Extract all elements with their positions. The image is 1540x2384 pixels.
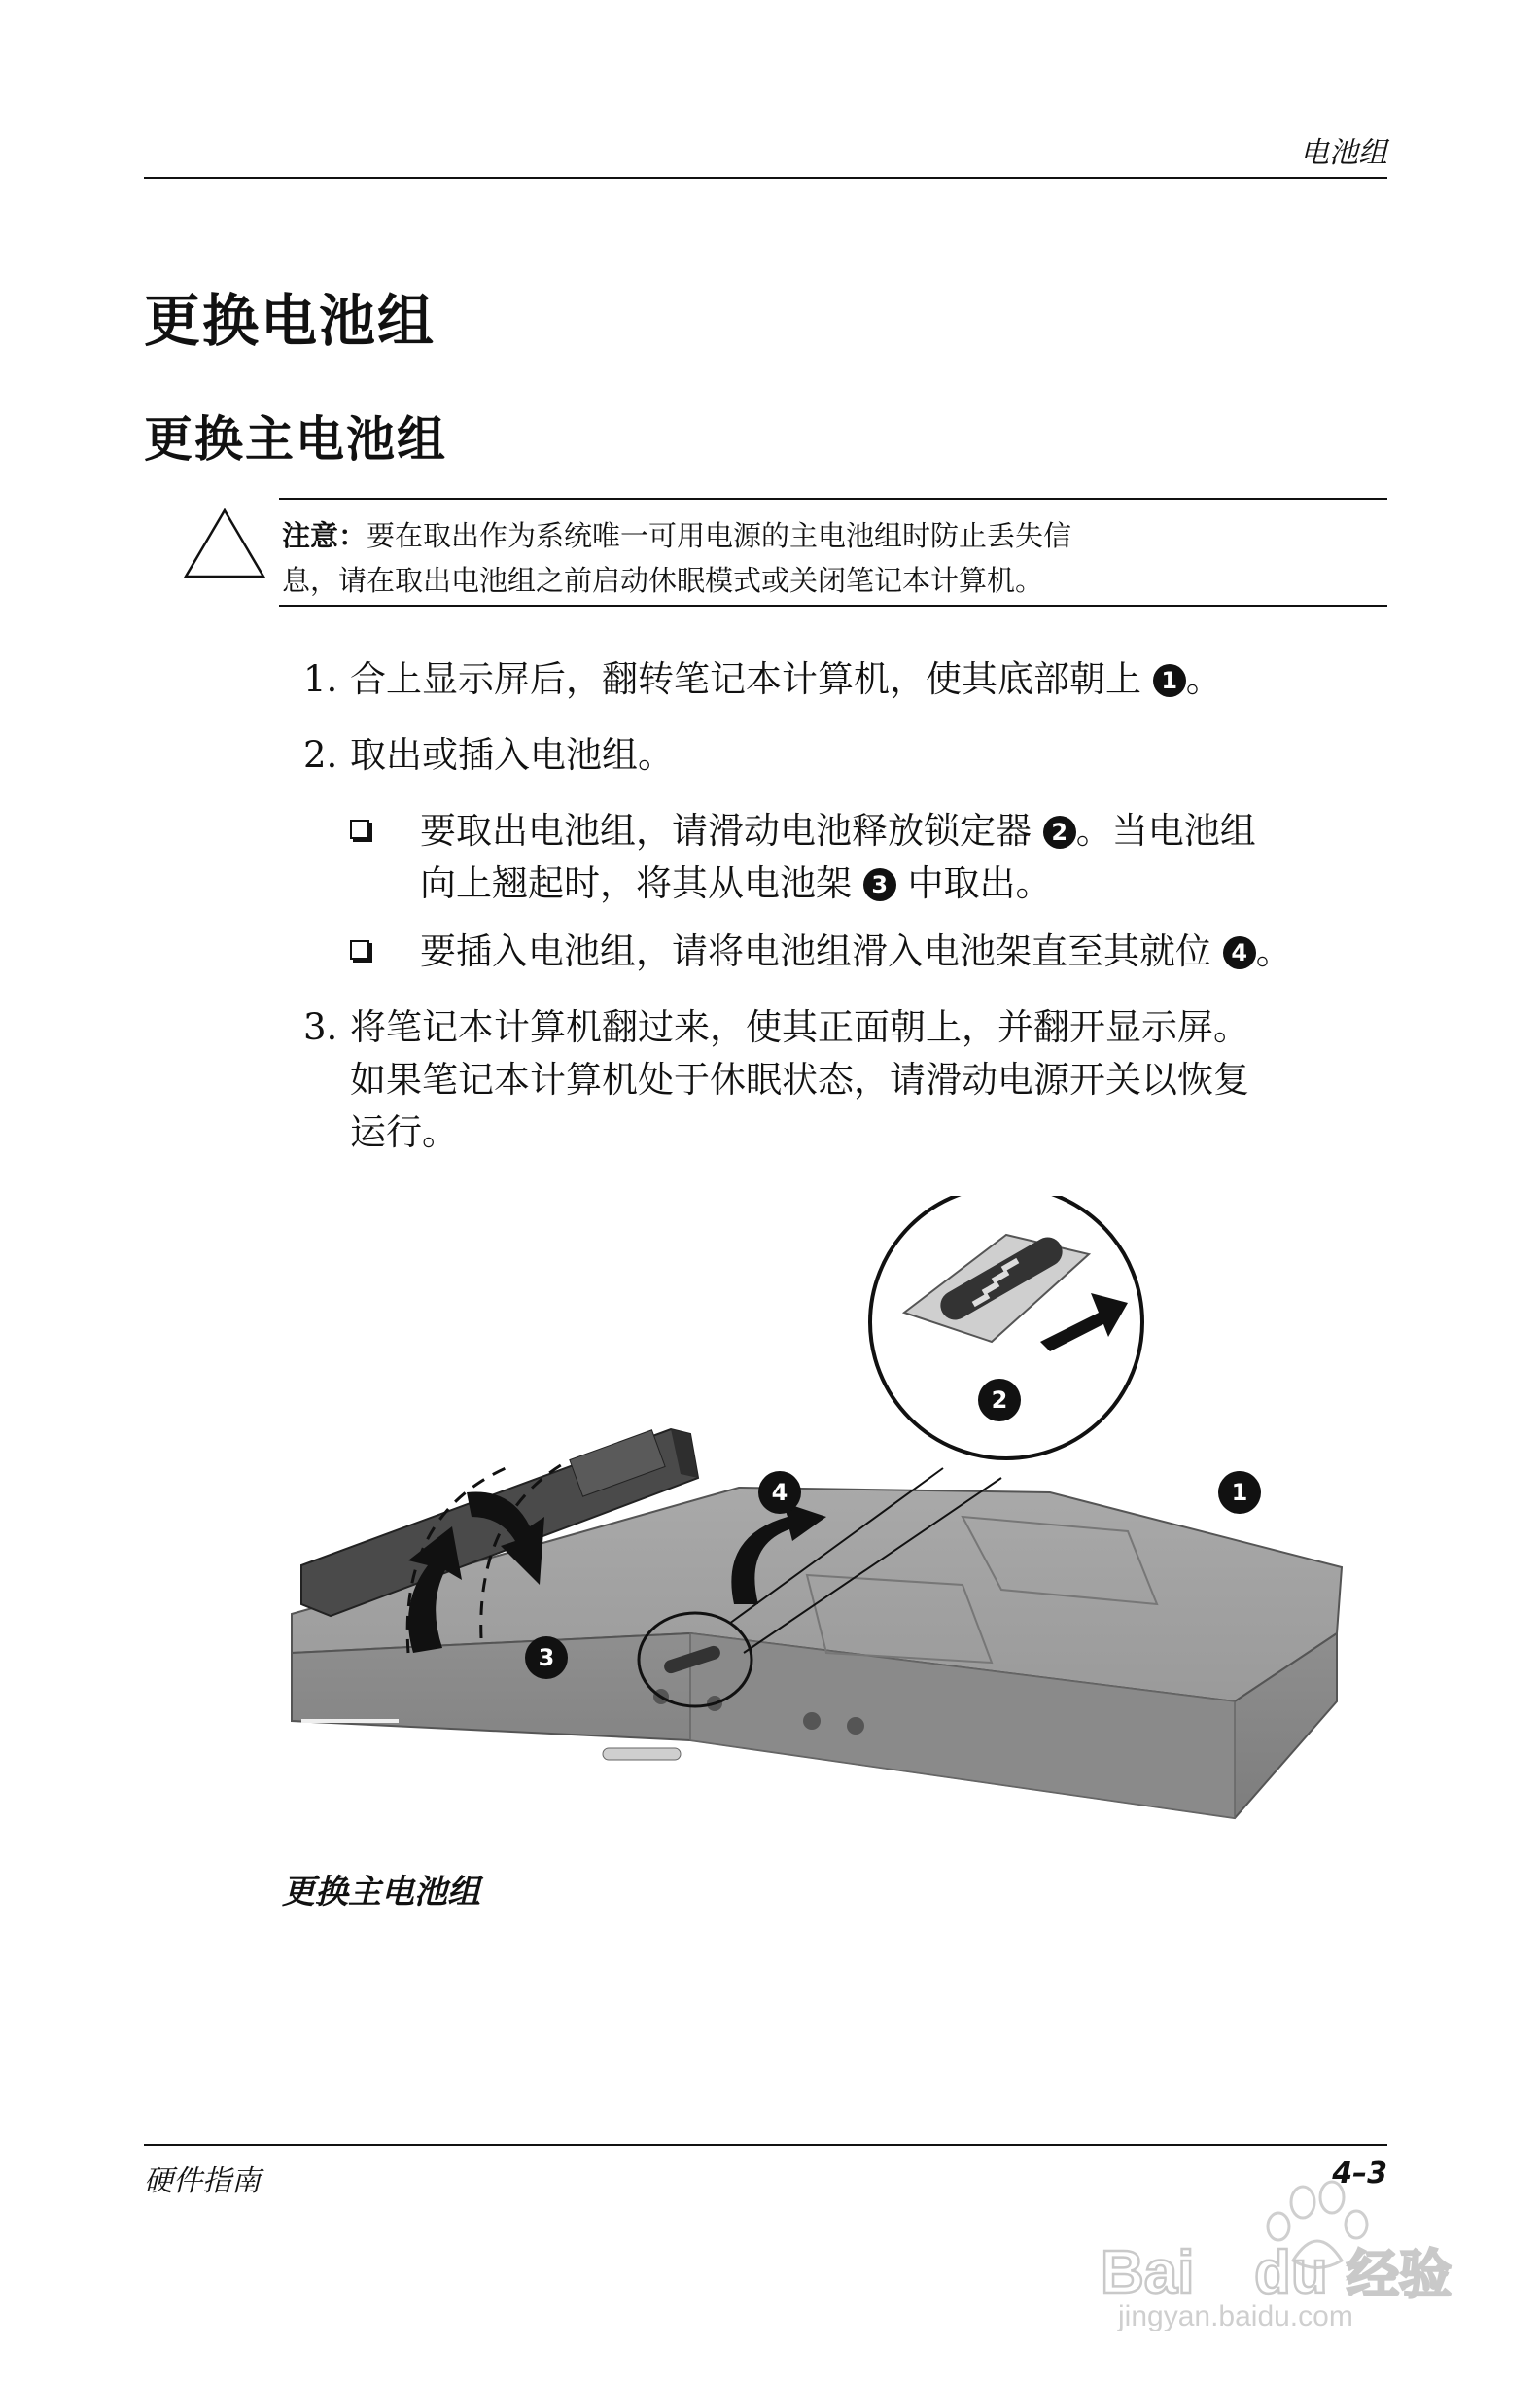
header-rule <box>144 177 1387 179</box>
step-text: 将笔记本计算机翻过来，使其正面朝上，并翻开显示屏。 <box>350 1006 1249 1048</box>
footer-rule <box>144 2144 1387 2146</box>
caution-triangle-icon <box>183 508 266 579</box>
figure-callout-2-label: 2 <box>991 1386 1008 1414</box>
step-text: 合上显示屏后，翻转笔记本计算机，使其底部朝上 <box>350 658 1141 700</box>
figure-callout-1 <box>1218 1471 1261 1514</box>
watermark-url: jingyan.baidu.com <box>1118 2300 1353 2332</box>
bullet-box-icon <box>350 940 369 960</box>
caution-line-2: 息，请在取出电池组之前启动休眠模式或关闭笔记本计算机。 <box>282 564 1044 597</box>
footer-book-title: 硬件指南 <box>144 2164 261 2198</box>
battery-replacement-illustration <box>282 1196 1351 1847</box>
step-number: 2. <box>303 734 338 776</box>
watermark-suffix: 经验 <box>1347 2244 1452 2305</box>
step-text: 如果笔记本计算机处于休眠状态，请滑动电源开关以恢复 <box>350 1059 1249 1101</box>
watermark-brand-2: du <box>1254 2239 1328 2306</box>
callout-badge: 4 <box>1223 936 1256 969</box>
section-title: 更换主电池组 <box>144 411 447 468</box>
callout-badge: 2 <box>1043 816 1076 849</box>
figure-callout-3-label: 3 <box>538 1644 555 1671</box>
caution-line-1: 要在取出作为系统唯一可用电源的主电池组时防止丢失信 <box>367 519 1072 552</box>
bullet-text: 向上翘起时，将其从电池架 <box>420 862 852 904</box>
bullet-box-icon <box>350 820 369 839</box>
figure-caption: 更换主电池组 <box>282 1873 480 1911</box>
caution-bottom-rule <box>279 605 1387 607</box>
figure-callout-2 <box>978 1379 1021 1421</box>
figure-callout-1-label: 1 <box>1231 1479 1248 1506</box>
bullet-text: 。 <box>1255 930 1292 972</box>
step-number: 1. <box>303 658 338 700</box>
baidu-watermark <box>1099 2168 1507 2333</box>
bullet-text: 要取出电池组，请滑动电池释放锁定器 <box>420 810 1032 852</box>
step-text-end: 。 <box>1185 658 1222 700</box>
running-header: 电池组 <box>1300 136 1387 170</box>
paw-logo-icon <box>1099 2168 1507 2333</box>
figure-callout-4-label: 4 <box>771 1479 788 1506</box>
figure-callout-4 <box>758 1471 801 1514</box>
step-text: 取出或插入电池组。 <box>350 734 674 776</box>
caution-label: 注意： <box>282 519 368 552</box>
footer-page-number: 4–3 <box>1332 2156 1387 2191</box>
caution-text <box>282 513 1390 603</box>
bullet-text: 。当电池组 <box>1075 810 1256 852</box>
bullet-text: 要插入电池组，请将电池组滑入电池架直至其就位 <box>420 930 1211 972</box>
callout-badge: 3 <box>863 868 896 901</box>
callout-badge: 1 <box>1153 664 1186 697</box>
step-text: 运行。 <box>350 1111 458 1153</box>
figure-callout-3 <box>525 1636 568 1679</box>
bullet-text: 中取出。 <box>907 862 1052 904</box>
page-title: 更换电池组 <box>144 288 437 354</box>
watermark-brand: Bai <box>1101 2239 1195 2306</box>
step-number: 3. <box>303 1006 338 1048</box>
caution-top-rule <box>279 498 1387 500</box>
